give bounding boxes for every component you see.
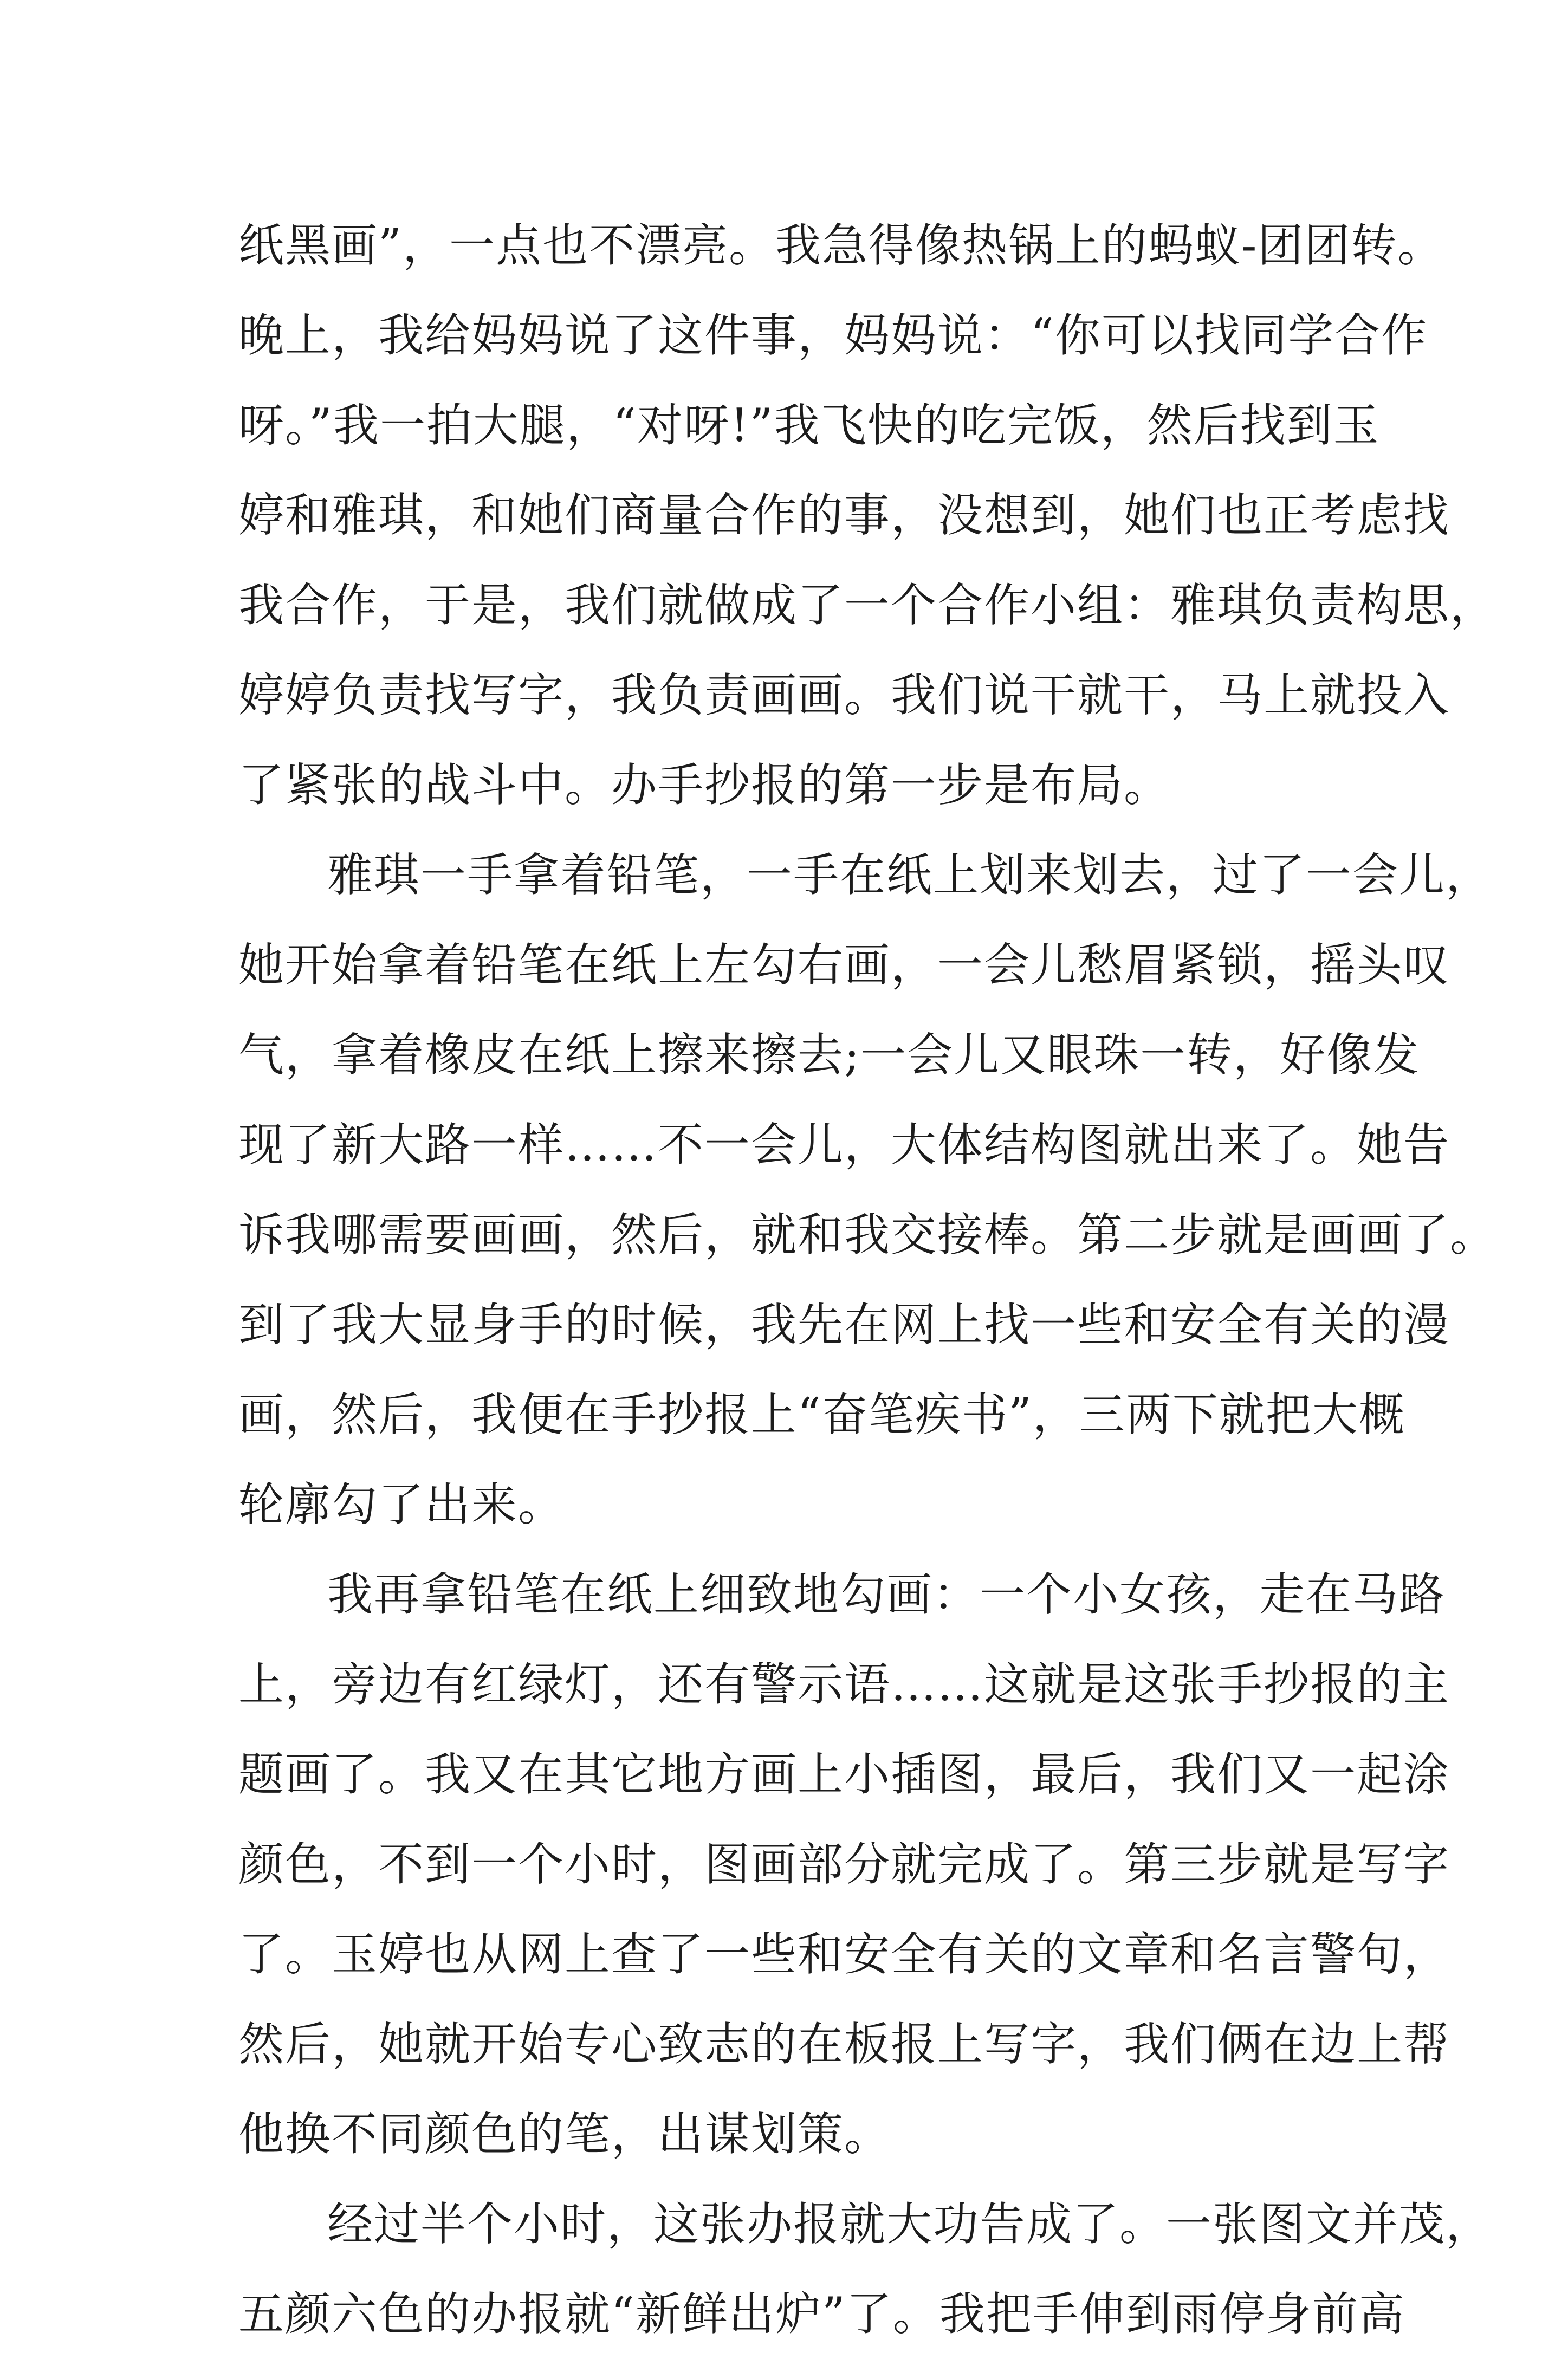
text-line: 晚上，我给妈妈说了这件事，妈妈说：“你可以找同学合作 — [238, 309, 1428, 362]
text-line: 气，拿着橡皮在纸上擦来擦去;一会儿又眼珠一转，好像发 — [238, 1028, 1420, 1081]
text-line: 上，旁边有红绿灯，还有警示语……这就是这张手抄报的主 — [238, 1658, 1450, 1711]
paragraph — [238, 1550, 1450, 2179]
text-line: 轮廓勾了出来。 — [238, 1478, 565, 1531]
text-line: 我再拿铅笔在纸上细致地勾画：一个小女孩，走在马路 — [327, 1568, 1446, 1621]
text-line: 经过半个小时，这张办报就大功告成了。一张图文并茂， — [327, 2198, 1493, 2251]
text-line: 呀。”我一拍大腿，“对呀!”我飞快的吃完饭，然后找到玉 — [238, 399, 1380, 452]
text-line: 现了新大路一样……不一会儿，大体结构图就出来了。她告 — [238, 1118, 1450, 1171]
paragraph — [238, 200, 1497, 830]
text-line: 画，然后，我便在手抄报上“奋笔疾书”，三两下就把大概 — [238, 1388, 1405, 1441]
text-line: 雅琪一手拿着铅笔，一手在纸上划来划去，过了一会儿， — [327, 848, 1493, 902]
paragraph — [238, 2179, 1493, 2359]
text-line: 纸黑画”，一点也不漂亮。我急得像热锅上的蚂蚁-团团转。 — [238, 219, 1444, 272]
text-line: 五颜六色的办报就“新鲜出炉”了。我把手伸到雨停身前高 — [238, 2287, 1405, 2341]
text-line: 然后，她就开始专心致志的在板报上写字，我们俩在边上帮 — [238, 2018, 1450, 2071]
text-line: 了。玉婷也从网上查了一些和安全有关的文章和名言警句， — [238, 1928, 1450, 1981]
text-line: 诉我哪需要画画，然后，就和我交接棒。第二步就是画画了。 — [238, 1208, 1497, 1261]
text-line: 了紧张的战斗中。办手抄报的第一步是布局。 — [238, 759, 1171, 812]
text-line: 她开始拿着铅笔在纸上左勾右画，一会儿愁眉紧锁，摇头叹 — [238, 938, 1450, 991]
text-line: 到了我大显身手的时候，我先在网上找一些和安全有关的漫 — [238, 1298, 1450, 1351]
text-line: 颜色，不到一个小时，图画部分就完成了。第三步就是写字 — [238, 1838, 1450, 1891]
text-line: 婷和雅琪，和她们商量合作的事，没想到，她们也正考虑找 — [238, 489, 1450, 542]
body-text — [238, 200, 1497, 2359]
text-line: 题画了。我又在其它地方画上小插图，最后，我们又一起涂 — [238, 1748, 1450, 1801]
paragraph — [238, 830, 1497, 1550]
text-line: 婷婷负责找写字，我负责画画。我们说干就干，马上就投入 — [238, 669, 1450, 722]
text-line: 我合作，于是，我们就做成了一个合作小组：雅琪负责构思， — [238, 579, 1497, 632]
text-line: 他换不同颜色的笔，出谋划策。 — [238, 2108, 891, 2161]
